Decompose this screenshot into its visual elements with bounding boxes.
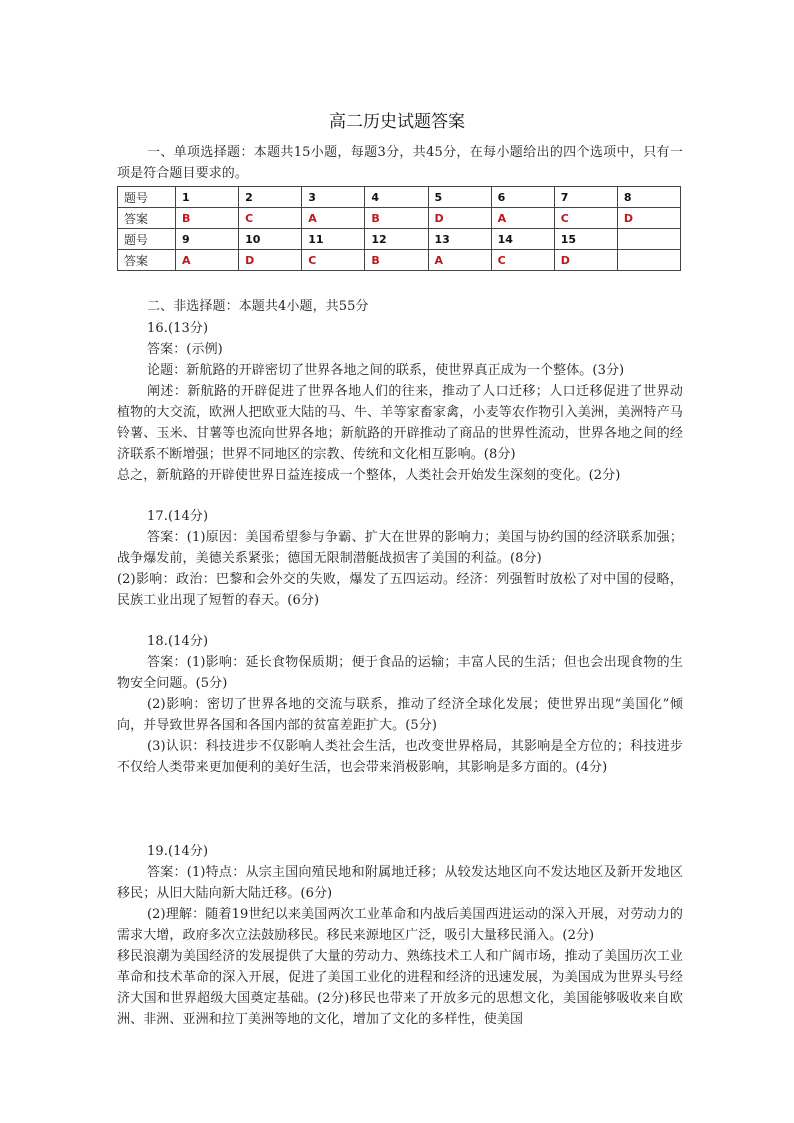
- q18-part2: (2)影响：密切了世界各地的交流与联系，推动了经济全球化发展；使世界出现“美国化”倾向，并导致世界各国和各国内部的贫富差距扩大。(5分): [117, 697, 683, 733]
- answer-cell: C: [239, 208, 302, 229]
- table-row: [118, 229, 681, 250]
- row-label-number: 题号: [118, 229, 176, 250]
- page-title: 高二历史试题答案: [329, 112, 465, 132]
- answer-cell: C: [491, 250, 554, 271]
- table-row: [118, 208, 681, 229]
- q18-label: 18.(14分): [147, 634, 209, 649]
- question-number: 14: [491, 229, 554, 250]
- section2-heading: 二、非选择题：本题共4小题，共55分: [147, 299, 369, 314]
- answer-cell: C: [302, 250, 365, 271]
- question-number: 11: [302, 229, 365, 250]
- question-number: 13: [428, 229, 491, 250]
- q16-label: 16.(13分): [147, 321, 209, 336]
- question-number: 7: [554, 187, 617, 208]
- answer-cell: A: [302, 208, 365, 229]
- question-number: 10: [239, 229, 302, 250]
- answer-cell: D: [617, 208, 680, 229]
- answer-cell: A: [176, 250, 239, 271]
- answer-cell: D: [554, 250, 617, 271]
- answer-cell: B: [176, 208, 239, 229]
- q19-part2a: (2)理解：随着19世纪以来美国两次工业革命和内战后美国西进运动的深入开展，对劳动力的需求大增，政府多次立法鼓励移民。移民来源地区广泛，吸引大量移民涌入。(2分): [117, 907, 683, 943]
- question-number: 6: [491, 187, 554, 208]
- question-number: 5: [428, 187, 491, 208]
- q16-argument: 阐述：新航路的开辟促进了世界各地人们的往来，推动了人口迁移；人口迁移促进了世界动植物的大交流，欧洲人把欧亚大陆的马、牛、羊等家畜家禽，小麦等农作物引入美洲，美洲特产马铃薯、玉米、甘薯等也流向世界各地；新航路的开辟推动了商品的世界性流动，世界各地之间的经济联系不断增强；世界不同地区的宗教、传统和文化相互影响。(8分): [117, 384, 683, 462]
- q19-part2b: 移民浪潮为美国经济的发展提供了大量的劳动力、熟练技术工人和广阔市场，推动了美国历次工业革命和技术革命的深入开展，促进了美国工业化的进程和经济的迅速发展，为美国成为世界头号经济大国和世界超级大国奠定基础。(2分)移民也带来了开放多元的思想文化，美国能够吸收来自欧洲、非洲、亚洲和拉丁美洲等地的文化，增加了文化的多样性，使美国: [117, 949, 683, 1027]
- q18-part3: (3)认识：科技进步不仅影响人类社会生活，也改变世界格局，其影响是全方位的；科技进步不仅给人类带来更加便利的美好生活，也会带来消极影响，其影响是多方面的。(4分): [117, 739, 683, 775]
- q16-thesis: 论题：新航路的开辟密切了世界各地之间的联系，使世界真正成为一个整体。(3分): [147, 363, 625, 378]
- row-label-answer: 答案: [118, 208, 176, 229]
- question-number: 15: [554, 229, 617, 250]
- question-number: 3: [302, 187, 365, 208]
- answer-cell: A: [491, 208, 554, 229]
- q18-part1: 答案：(1)影响：延长食物保质期；便于食品的运输；丰富人民的生活；但也会出现食物的生物安全问题。(5分): [117, 655, 683, 691]
- answer-cell: [617, 250, 680, 271]
- question-number: 4: [365, 187, 428, 208]
- question-number: 12: [365, 229, 428, 250]
- q19-label: 19.(14分): [147, 844, 209, 859]
- answer-cell: C: [554, 208, 617, 229]
- q16-conclusion: 总之，新航路的开辟使世界日益连接成一个整体，人类社会开始发生深刻的变化。(2分): [117, 468, 621, 483]
- q16-answer-label: 答案：(示例): [147, 342, 223, 357]
- question-number: 1: [176, 187, 239, 208]
- answer-cell: B: [365, 250, 428, 271]
- q17-label: 17.(14分): [147, 509, 209, 524]
- answer-cell: B: [365, 208, 428, 229]
- row-label-number: 题号: [118, 187, 176, 208]
- question-number: 8: [617, 187, 680, 208]
- row-label-answer: 答案: [118, 250, 176, 271]
- question-number: 9: [176, 229, 239, 250]
- q17-part2: (2)影响：政治：巴黎和会外交的失败，爆发了五四运动。经济：列强暂时放松了对中国的侵略，民族工业出现了短暂的春天。(6分): [117, 572, 683, 608]
- answer-cell: D: [428, 208, 491, 229]
- section1-intro: 一、单项选择题：本题共15小题，每题3分，共45分，在每小题给出的四个选项中，只有一项是符合题目要求的。: [117, 145, 683, 181]
- question-number: 2: [239, 187, 302, 208]
- table-row: [118, 250, 681, 271]
- table-row: [118, 187, 681, 208]
- q19-part1: 答案：(1)特点：从宗主国向殖民地和附属地迁移；从较发达地区向不发达地区及新开发地区移民；从旧大陆向新大陆迁移。(6分): [117, 865, 683, 901]
- answer-table: [117, 186, 681, 271]
- question-number: [617, 229, 680, 250]
- answer-cell: D: [239, 250, 302, 271]
- answer-cell: A: [428, 250, 491, 271]
- q17-part1: 答案：(1)原因：美国希望参与争霸、扩大在世界的影响力；美国与协约国的经济联系加强；战争爆发前，美德关系紧张；德国无限制潜艇战损害了美国的利益。(8分): [117, 530, 683, 566]
